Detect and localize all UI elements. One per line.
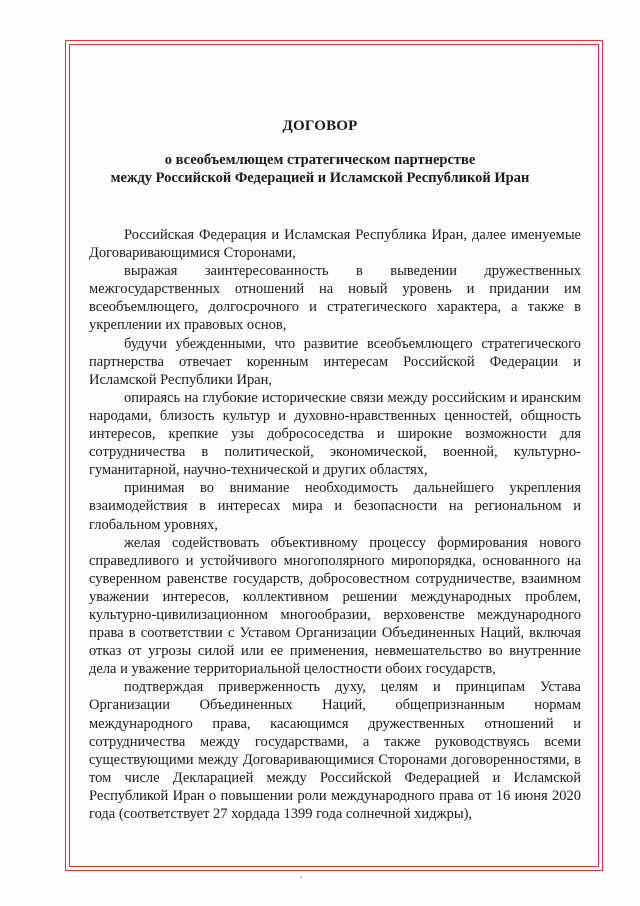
paragraph-un-charter: подтверждая приверженность духу, целям и принципам Устава Организации Объединенных Наций, общепризнанным нормам международного права, касающимся дружественных отношений и сотрудничества между государствами, а также руководствуясь всеми существующими между Договаривающимися Сторонами договоренностями, в том числе Декларацией между Российской Федерацией и Исламской Республикой Иран о повышении роли международного права от 16 июня 2020 года (соответствует 27 хордада 1399 года солнечной хиджры), <box>89 679 581 822</box>
paragraph-convinced: будучи убежденными, что развитие всеобъемлющего стратегического партнерства отвечает коренным интересам Российской Федерации и Исламской Республики Иран, <box>89 335 581 388</box>
paragraph-historical-ties: опираясь на глубокие исторические связи между российским и иранским народами, близость культур и духовно-нравственных ценностей, общность интересов, крепкие узы добрососедства и широкие возможности для сотрудничества в политической, экономической, военной, культурно-гуманитарной, научно-технической и других областях, <box>89 389 581 479</box>
paragraph-world-order: желая содействовать объективному процессу формирования нового справедливого и устойчивого многополярного миропорядка, основанного на суверенном равенстве государств, добросовестном сотрудничестве, взаимном уважении интересов, коллективном решении международных проблем, культурно-цивилизационном многообразии, верховенстве международного права в соответствии с Уставом Организации Объединенных Наций, включая отказ от угрозы силой или ее применения, невмешательство во внутренние дела и уважение территориальной целостности обоих государств, <box>89 534 581 678</box>
paragraph-interest: выражая заинтересованность в выведении дружественных межгосударственных отношений на новый уровень и придании им всеобъемлющего, долгосрочного и стратегического характера, а также в укреплении их правовых основ, <box>89 263 581 334</box>
scan-speck <box>300 876 302 878</box>
subtitle-line-2: между Российской Федерацией и Исламской Республикой Иран <box>110 170 530 186</box>
paragraph-parties: Российская Федерация и Исламская Республика Иран, далее именуемые Договаривающимися Сторонами, <box>89 227 581 262</box>
document-subtitle <box>0 151 640 187</box>
document-body <box>89 226 581 823</box>
document-title: ДОГОВОР <box>282 118 358 134</box>
paragraph-cooperation-security: принимая во внимание необходимость дальнейшего укрепления взаимодействия в интересах мира и безопасности на региональном и глобальном уровнях, <box>89 480 581 533</box>
subtitle-line-1: о всеобъемлющем стратегическом партнерстве <box>164 152 476 168</box>
